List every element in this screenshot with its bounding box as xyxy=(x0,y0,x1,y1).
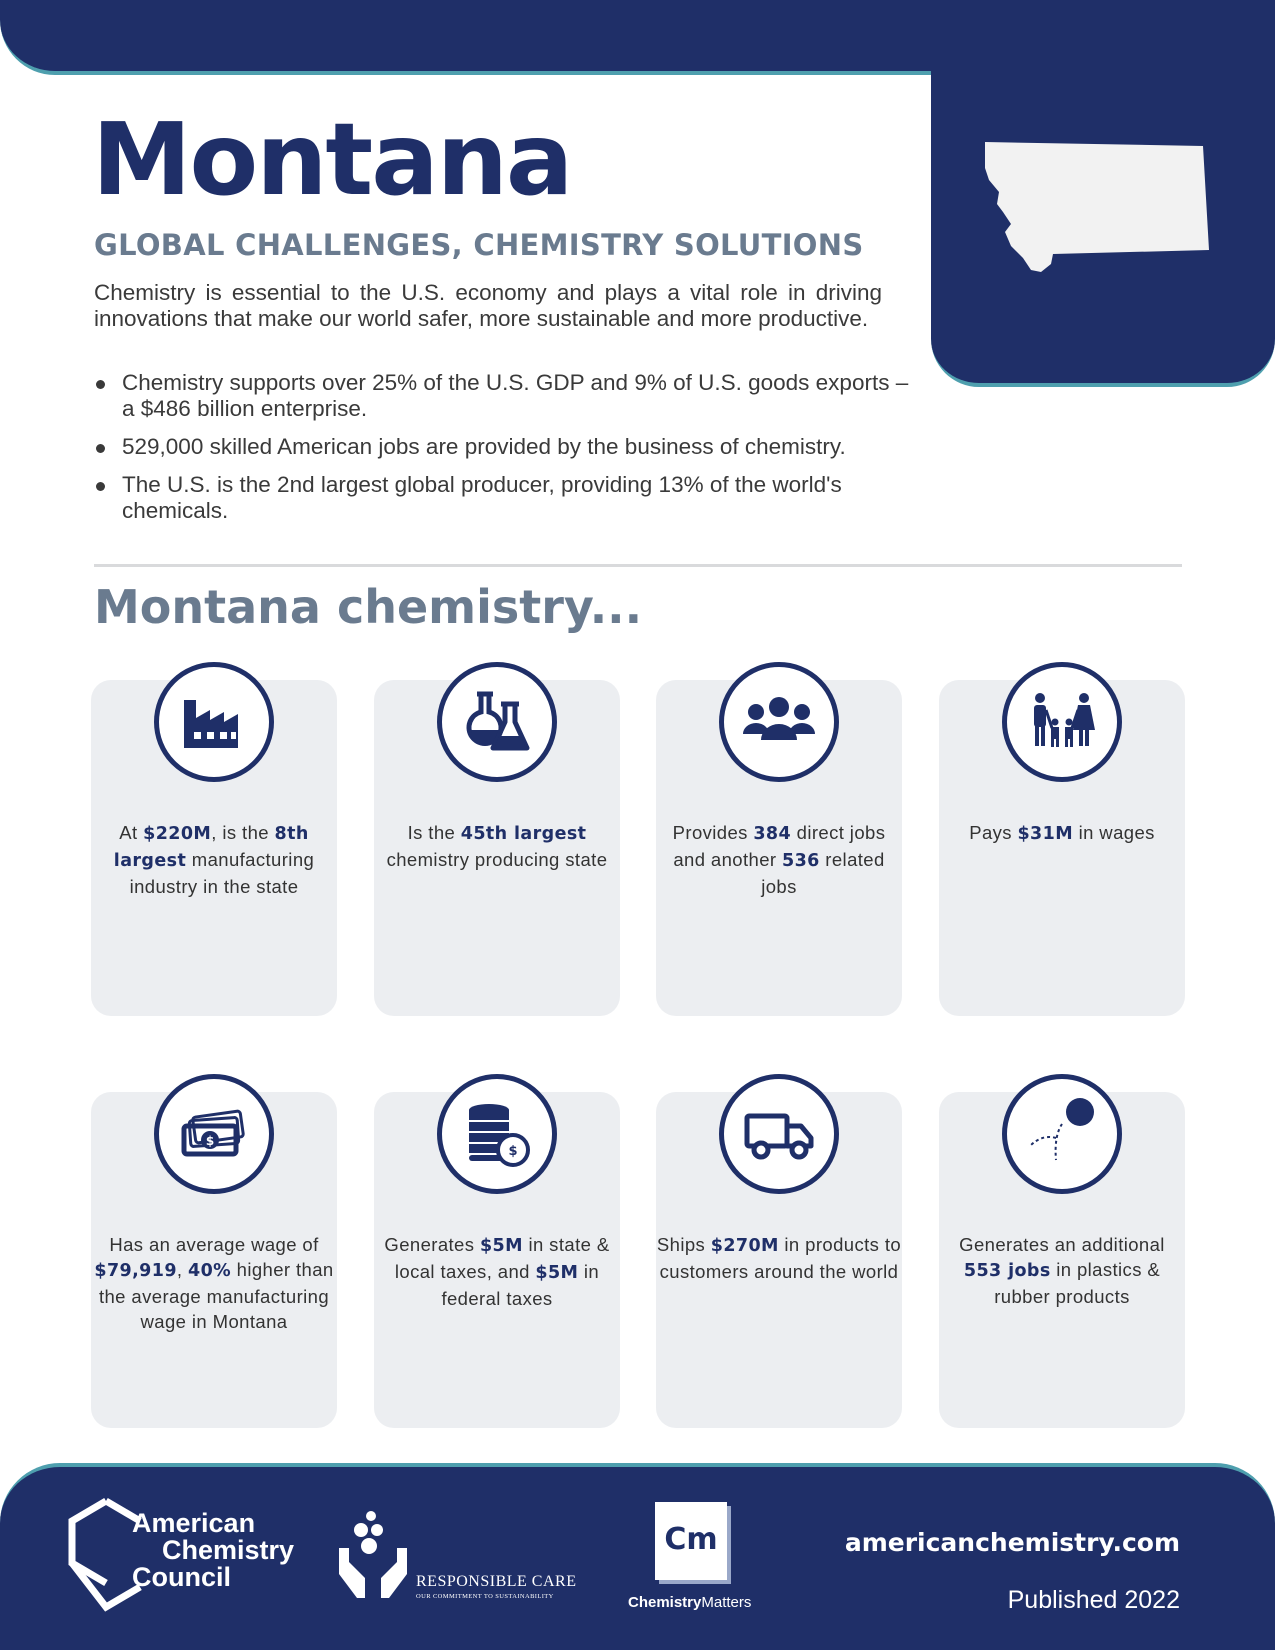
card-text-segment: Is the xyxy=(407,822,461,843)
card-text-segment: Pays xyxy=(969,822,1018,843)
card-text-segment: direct jobs and another xyxy=(673,822,886,870)
card-highlight-value: $5M xyxy=(535,1263,579,1283)
flasks-icon xyxy=(437,662,557,782)
bullet-item xyxy=(94,370,914,422)
card-text xyxy=(374,820,620,872)
responsible-care-text: RESPONSIBLE CARE xyxy=(416,1573,577,1590)
card-highlight-value: 40% xyxy=(188,1261,232,1281)
card-text-segment: in products to customers around the world xyxy=(659,1234,902,1282)
card-text-segment: Generates xyxy=(384,1234,480,1255)
card-highlight-value: $79,919 xyxy=(94,1261,177,1281)
section-title: Montana chemistry... xyxy=(94,580,643,634)
acc-line: Council xyxy=(132,1562,231,1592)
bullet-text: The U.S. is the 2nd largest global producer, providing 13% of the world's chemicals. xyxy=(122,472,842,523)
card-text-segment: Provides xyxy=(672,822,754,843)
section-divider xyxy=(94,564,1182,567)
card-text-segment: , xyxy=(176,1259,188,1280)
bullet-list xyxy=(94,370,914,536)
coin-stack-icon xyxy=(437,1074,557,1194)
factory-icon xyxy=(154,662,274,782)
bullet-icon xyxy=(96,380,105,389)
page-title: Montana xyxy=(92,101,572,218)
intro-paragraph: Chemistry is essential to the U.S. economy and plays a vital role in driving innovations that make our world safer, more sustainable and more productive. xyxy=(94,280,882,331)
cm-caption-bold: Chemistry xyxy=(628,1594,702,1611)
chemistry-matters-logo xyxy=(655,1502,727,1580)
card-highlight-value: 8th largest xyxy=(113,824,309,871)
family-icon xyxy=(1002,662,1122,782)
card-text xyxy=(374,1232,620,1311)
card-highlight-value: 384 xyxy=(753,824,792,844)
card-text xyxy=(656,820,902,899)
card-text-segment: higher than the average manufacturing wage in Montana xyxy=(98,1259,334,1332)
card-text-segment: Generates an additional xyxy=(959,1234,1165,1255)
card-text-segment: Has an average wage of xyxy=(109,1234,319,1255)
acc-line: Chemistry xyxy=(162,1535,295,1565)
card-text-segment: , is the xyxy=(211,822,275,843)
card-text xyxy=(91,1232,337,1334)
card-text-segment: related jobs xyxy=(761,849,885,897)
state-map-panel xyxy=(931,60,1275,387)
card-text-segment: manufacturing industry in the state xyxy=(129,849,315,897)
montana-map-icon xyxy=(981,142,1213,277)
card-highlight-value: $31M xyxy=(1017,824,1074,844)
card-highlight-value: 45th largest xyxy=(460,824,587,844)
responsible-care-hands-icon xyxy=(335,1508,411,1604)
bullet-text: Chemistry supports over 25% of the U.S. GDP and 9% of U.S. goods exports – a $486 billion enterprise. xyxy=(122,370,909,421)
card-text-segment: At xyxy=(119,822,144,843)
bullet-item xyxy=(94,472,914,524)
card-highlight-value: 553 jobs xyxy=(963,1261,1051,1281)
card-highlight-value: $270M xyxy=(710,1236,779,1256)
card-text xyxy=(656,1232,902,1284)
acc-line: American xyxy=(132,1508,256,1538)
page-subtitle: GLOBAL CHALLENGES, CHEMISTRY SOLUTIONS xyxy=(94,228,864,262)
card-highlight-value: 536 xyxy=(782,851,820,871)
card-highlight-value: $220M xyxy=(143,824,212,844)
card-text-segment: in wages xyxy=(1073,822,1155,843)
acc-logo-text xyxy=(132,1510,294,1591)
bullet-item xyxy=(94,434,914,460)
website-link[interactable]: americanchemistry.com xyxy=(844,1528,1180,1557)
card-text-segment: Ships xyxy=(656,1234,711,1255)
cm-caption-rest: Matters xyxy=(701,1594,752,1611)
card-text xyxy=(939,820,1185,847)
ripple-effect-icon xyxy=(1002,1074,1122,1194)
svg-text:$: $ xyxy=(205,1134,215,1148)
cm-logo-letters: Cm xyxy=(664,1522,718,1557)
bullet-text: 529,000 skilled American jobs are provided by the business of chemistry. xyxy=(122,434,846,459)
chemistry-matters-caption xyxy=(628,1594,751,1611)
people-group-icon xyxy=(719,662,839,782)
svg-text:$: $ xyxy=(508,1144,518,1159)
bullet-icon xyxy=(96,444,105,453)
card-text-segment: in plastics & rubber products xyxy=(994,1259,1161,1307)
card-text-segment: chemistry producing state xyxy=(386,849,608,870)
card-text xyxy=(91,820,337,899)
delivery-truck-icon xyxy=(719,1074,839,1194)
responsible-care-subtext: OUR COMMITMENT TO SUSTAINABILITY xyxy=(416,1593,554,1600)
money-stack-icon xyxy=(154,1074,274,1194)
card-text-segment: in state & local taxes, and xyxy=(394,1234,610,1282)
bullet-icon xyxy=(96,482,105,491)
card-text xyxy=(939,1232,1185,1309)
card-highlight-value: $5M xyxy=(479,1236,523,1256)
card-text-segment: in federal taxes xyxy=(441,1261,600,1309)
published-date: Published 2022 xyxy=(1007,1586,1180,1614)
